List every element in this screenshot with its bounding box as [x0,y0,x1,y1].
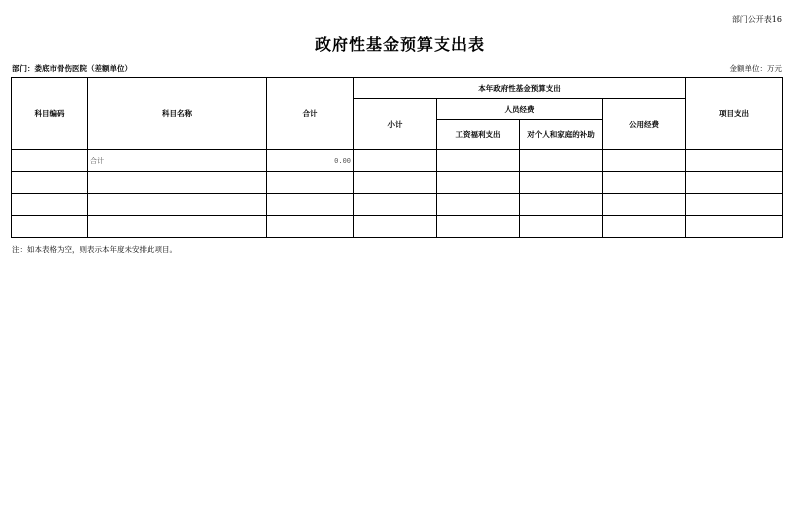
header-wages: 工资福利支出 [437,120,520,150]
row-cell [603,150,686,172]
header-project: 项目支出 [686,78,783,150]
row-cell [354,216,437,238]
row-cell [686,150,783,172]
row-name [88,216,267,238]
row-cell [437,194,520,216]
row-total [267,172,354,194]
row-cell [520,172,603,194]
row-total: 0.00 [267,150,354,172]
row-name [88,172,267,194]
row-cell [520,150,603,172]
row-cell [686,216,783,238]
header-current-year: 本年政府性基金预算支出 [354,78,686,99]
row-cell [354,172,437,194]
row-cell [354,150,437,172]
department-label: 部门：娄底市骨伤医院（差额单位） [12,64,132,73]
header-subject-name: 科目名称 [88,78,267,150]
row-cell [437,216,520,238]
header-subtotal: 小计 [354,99,437,150]
table-row [12,172,783,194]
table-row [12,216,783,238]
header-personal-family: 对个人和家庭的补助 [520,120,603,150]
row-total [267,194,354,216]
row-cell [354,194,437,216]
page-title: 政府性基金预算支出表 [314,35,485,54]
row-name [88,194,267,216]
footnote: 注：如本表格为空，则表示本年度未安排此项目。 [12,245,177,254]
row-total [267,216,354,238]
row-cell [603,194,686,216]
table-number-label: 部门公开表16 [731,15,782,24]
table-row [12,194,783,216]
row-cell [686,194,783,216]
table-row [12,150,783,172]
row-cell [437,150,520,172]
row-cell [603,216,686,238]
row-cell [437,172,520,194]
row-code [12,150,88,172]
row-name: 合计 [88,150,267,172]
row-cell [603,172,686,194]
budget-table [11,77,783,238]
row-cell [520,194,603,216]
header-total: 合计 [267,78,354,150]
row-cell [520,216,603,238]
amount-unit-label: 金额单位：万元 [729,64,782,73]
header-personnel: 人员经费 [437,99,603,120]
row-code [12,172,88,194]
row-cell [686,172,783,194]
header-subject-code: 科目编码 [12,78,88,150]
header-public: 公用经费 [603,99,686,150]
row-code [12,194,88,216]
row-code [12,216,88,238]
